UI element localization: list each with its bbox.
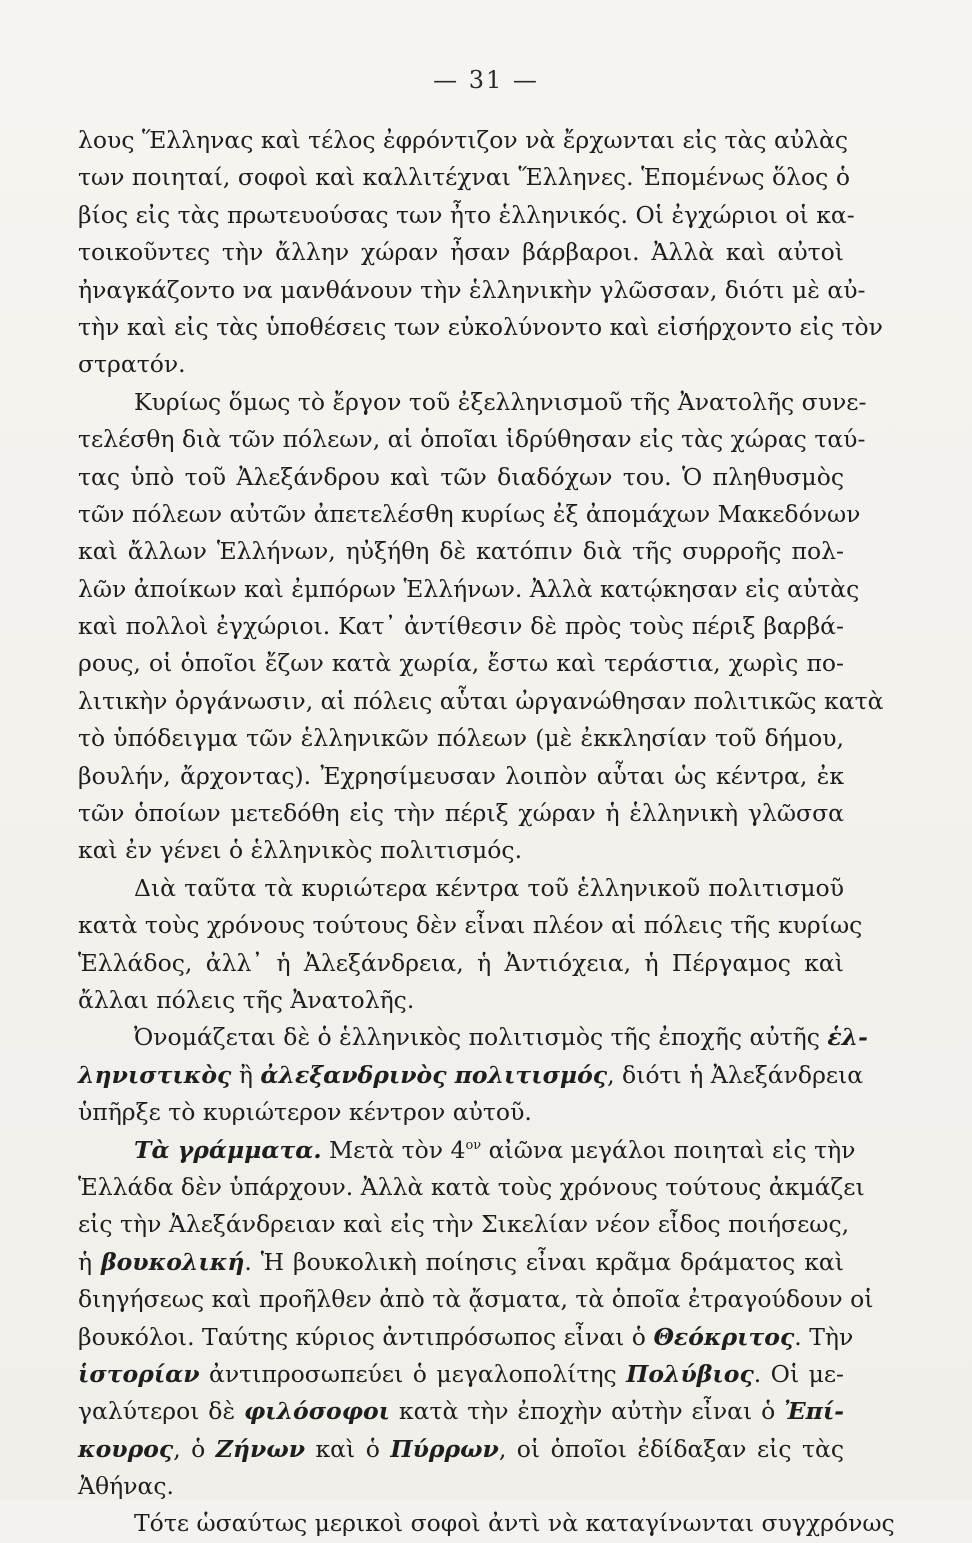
- text-line: ἱστορίαν ἀντιπροσωπεύει ὁ μεγαλοπολίτης Πολύβιος. Οἱ με-: [78, 1359, 844, 1388]
- body-text: [78, 122, 895, 1543]
- text-line: γαλύτεροι δὲ φιλόσοφοι κατὰ τὴν ἐποχὴν αὐτὴν εἶναι ὁ Ἐπί-: [78, 1397, 844, 1426]
- text-line: ὑπῆρξε τὸ κυριώτερον κέντρον αὐτοῦ.: [78, 1098, 532, 1127]
- text-line: τῶν πόλεων αὐτῶν ἀπετελέσθη κυρίως ἐξ ἀπομάχων Μακεδόνων: [78, 499, 861, 528]
- paragraph: [78, 122, 883, 384]
- text-line: Κυρίως ὅμως τὸ ἔργον τοῦ ἐξελληνισμοῦ τῆς Ἀνατολῆς συνε-: [134, 387, 867, 416]
- text-line: καὶ ἐν γένει ὁ ἑλληνικὸς πολιτισμός.: [78, 836, 523, 865]
- text-line: τελέσθη διὰ τῶν πόλεων, αἱ ὁποῖαι ἱδρύθησαν εἰς τὰς χώρας ταύ-: [78, 425, 866, 454]
- text-line: τὴν καὶ εἰς τὰς ὑποθέσεις των εὐκολύνοντο καὶ εἰσήρχοντο εἰς τὸν: [78, 312, 883, 341]
- text-line: βίος εἰς τὰς πρωτευούσας των ἦτο ἑλληνικός. Οἱ ἐγχώριοι οἱ κα-: [78, 200, 855, 229]
- text-line: ληνιστικὸς ἢ ἀλεξανδρινὸς πολιτισμός, διότι ἡ Ἀλεξάνδρεια: [78, 1060, 864, 1089]
- text-line: ἡ βουκολική. Ἡ βουκολικὴ ποίησις εἶναι κρᾶμα δράματος καὶ: [78, 1247, 844, 1276]
- text-line: στρατόν.: [78, 350, 186, 379]
- text-line: διηγήσεως καὶ προῆλθεν ἀπὸ τὰ ᾄσματα, τὰ ὁποῖα ἐτραγούδουν οἱ: [78, 1285, 874, 1314]
- text-line: τὸ ὑπόδειγμα τῶν ἑλληνικῶν πόλεων (μὲ ἐκκλησίαν τοῦ δήμου,: [78, 724, 844, 753]
- text-line: εἰς τὴν Ἀλεξάνδρειαν καὶ εἰς τὴν Σικελίαν νέον εἶδος ποιήσεως,: [78, 1210, 850, 1239]
- text-line: Τὰ γράμματα. Μετὰ τὸν $4^{o\nu}$ αἰῶνα μεγάλοι ποιηταὶ εἰς τὴν: [134, 1135, 856, 1164]
- paragraph: [78, 384, 884, 870]
- paragraph: [78, 870, 863, 1020]
- text-line: κατὰ τοὺς χρόνους τούτους δὲν εἶναι πλέον αἱ πόλεις τῆς κυρίως: [78, 911, 863, 940]
- text-line: Ἑλλάδα δὲν ὑπάρχουν. Ἀλλὰ κατὰ τοὺς χρόνους τούτους ἀκμάζει: [78, 1172, 865, 1201]
- text-line: λιτικὴν ὀργάνωσιν, αἱ πόλεις αὗται ὠργανώθησαν πολιτικῶς κατὰ: [78, 686, 884, 715]
- text-line: καὶ ἄλλων Ἑλλήνων, ηὐξήθη δὲ κατόπιν διὰ τῆς συρροῆς πολ-: [78, 537, 844, 566]
- paragraph: [78, 1505, 895, 1542]
- page-number: — 31 —: [433, 66, 539, 94]
- text-line: Ἑλλάδος, ἀλλ᾽ ἡ Ἀλεξάνδρεια, ἡ Ἀντιόχεια, ἡ Πέργαμος καὶ: [78, 948, 844, 977]
- text-line: ἠναγκάζοντο να μανθάνουν τὴν ἑλληνικὴν γλῶσσαν, διότι μὲ αὐ-: [78, 275, 866, 304]
- text-line: καὶ πολλοὶ ἐγχώριοι. Κατ᾽ ἀντίθεσιν δὲ πρὸς τοὺς πέριξ βαρβά-: [78, 612, 844, 641]
- paragraph: [78, 1019, 868, 1131]
- text-line: λους Ἕλληνας καὶ τέλος ἐφρόντιζον νὰ ἔρχωνται εἰς τὰς αὐλὰς: [78, 126, 849, 154]
- text-line: τοικοῦντες τὴν ἄλλην χώραν ἦσαν βάρβαροι. Ἀλλὰ καὶ αὐτοὶ: [78, 238, 844, 267]
- text-line: Τότε ὡσαύτως μερικοὶ σοφοὶ ἀντὶ νὰ καταγίνωνται συγχρόνως: [134, 1509, 895, 1538]
- text-line: βουκόλοι. Ταύτης κύριος ἀντιπρόσωπος εἶναι ὁ Θεόκριτος. Τὴν: [78, 1322, 854, 1351]
- text-line: βουλήν, ἄρχοντας). Ἐχρησίμευσαν λοιπὸν αὗται ὡς κέντρα, ἐκ: [78, 761, 844, 790]
- text-line: λῶν ἀποίκων καὶ ἐμπόρων Ἑλλήνων. Ἀλλὰ κατῴκησαν εἰς αὐτὰς: [78, 574, 860, 603]
- text-line: των ποιηταί, σοφοὶ καὶ καλλιτέχναι Ἕλληνες. Ἑπομένως ὅλος ὁ: [78, 163, 850, 192]
- text-line: κουρος, ὁ Ζήνων καὶ ὁ Πύρρων, οἱ ὁποῖοι ἐδίδαξαν εἰς τὰς: [78, 1434, 844, 1463]
- text-line: Ἀθήνας.: [78, 1472, 174, 1501]
- text-line: Ὀνομάζεται δὲ ὁ ἑλληνικὸς πολιτισμὸς τῆς ἐποχῆς αὐτῆς ἑλ-: [134, 1023, 868, 1052]
- text-line: ἄλλαι πόλεις τῆς Ἀνατολῆς.: [78, 985, 415, 1014]
- paragraph: [78, 1132, 874, 1506]
- text-line: τῶν ὁποίων μετεδόθη εἰς τὴν πέριξ χώραν ἡ ἑλληνικὴ γλῶσσα: [78, 799, 844, 828]
- text-line: τας ὑπὸ τοῦ Ἀλεξάνδρου καὶ τῶν διαδόχων του. Ὁ πληθυσμὸς: [78, 462, 844, 491]
- text-line: ρους, οἱ ὁποῖοι ἔζων κατὰ χωρία, ἔστω καὶ τεράστια, χωρὶς πο-: [78, 649, 844, 678]
- text-line: Διὰ ταῦτα τὰ κυριώτερα κέντρα τοῦ ἑλληνικοῦ πολιτισμοῦ: [134, 873, 844, 902]
